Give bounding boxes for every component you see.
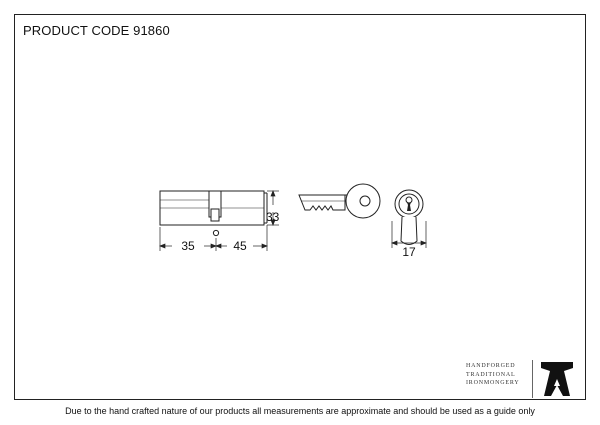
brand-line-2: TRADITIONAL xyxy=(466,371,516,378)
dim-label-33: 33 xyxy=(266,210,280,224)
brand-line-1: HANDFORGED xyxy=(466,363,516,369)
cylinder-end-view xyxy=(395,190,423,245)
dim-label-45: 45 xyxy=(233,239,247,253)
brand-line-3: IRONMONGERY xyxy=(466,380,520,386)
technical-drawing xyxy=(15,15,587,401)
key-drawing xyxy=(299,184,380,218)
brand-block xyxy=(460,357,587,401)
cylinder-side-view xyxy=(160,191,267,236)
dim-label-17: 17 xyxy=(402,245,416,259)
footer-disclaimer: Due to the hand crafted nature of our products all measurements are approximate and should be used as a guide only xyxy=(65,406,535,416)
brand-text xyxy=(466,362,519,388)
brand-divider xyxy=(532,360,533,398)
dim-label-35: 35 xyxy=(181,239,195,253)
drawing-frame xyxy=(14,14,586,400)
anvil-icon xyxy=(537,359,577,399)
product-code: PRODUCT CODE 91860 xyxy=(23,23,170,38)
